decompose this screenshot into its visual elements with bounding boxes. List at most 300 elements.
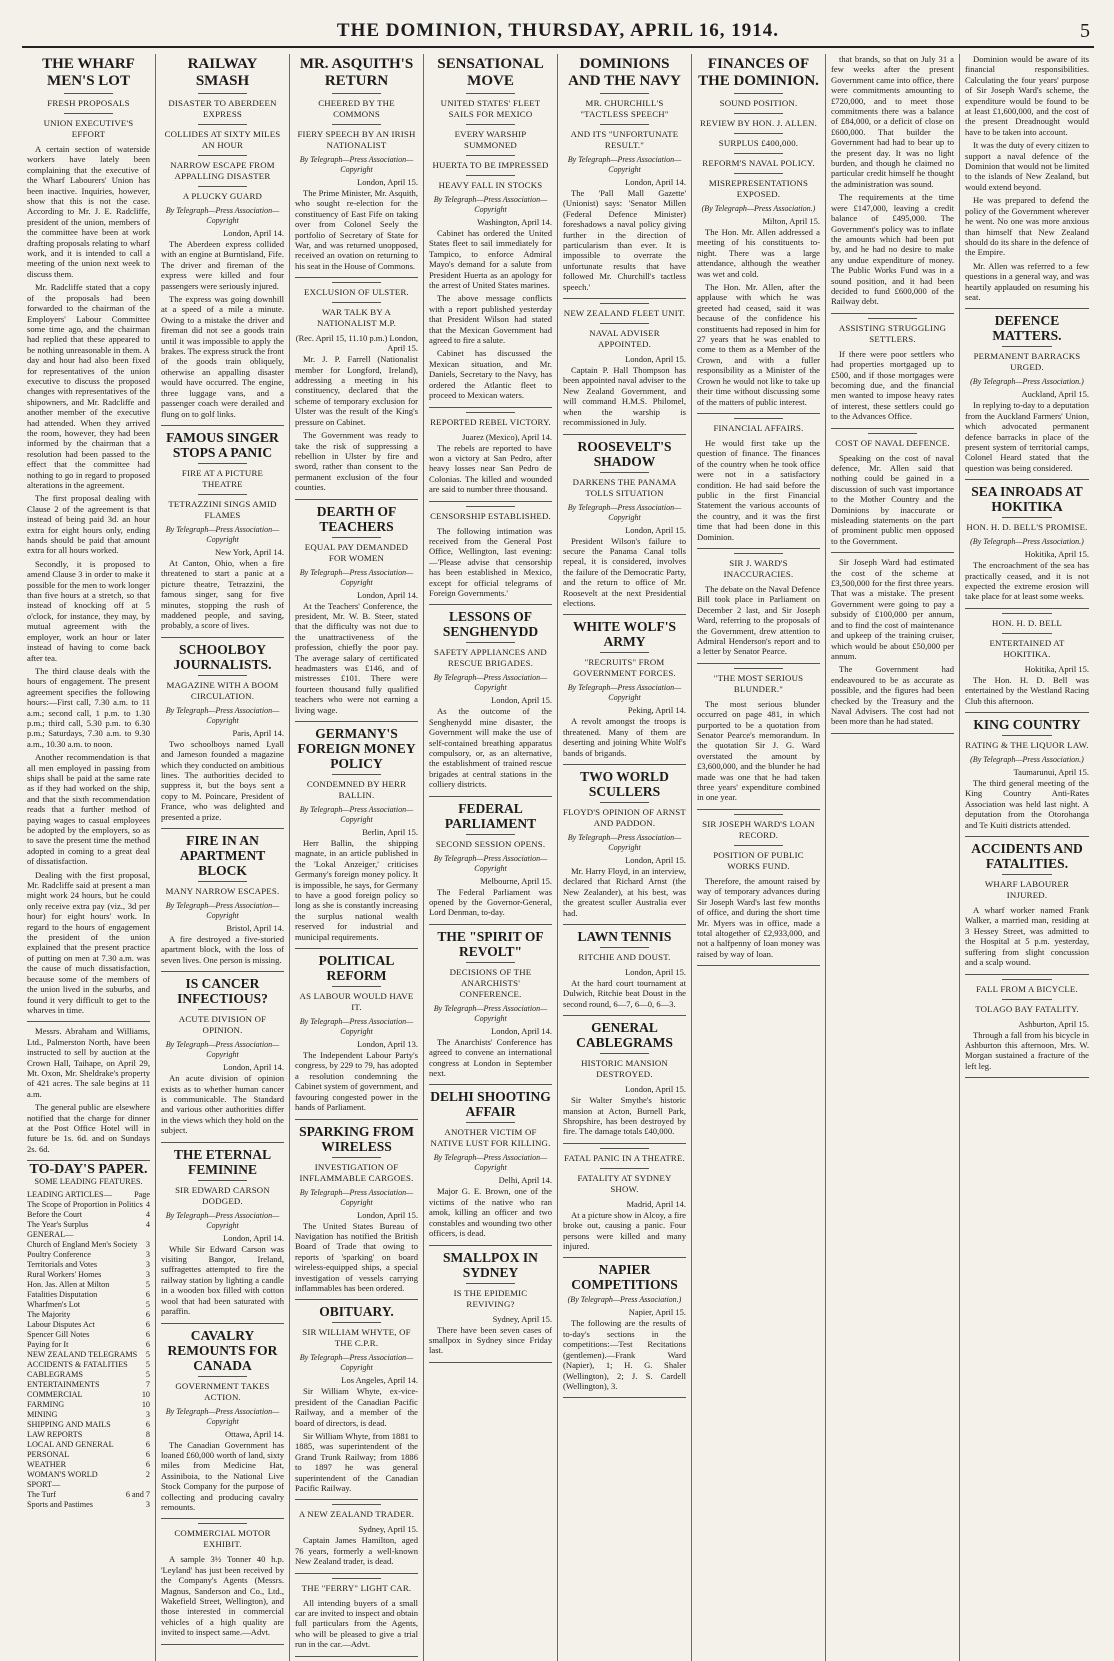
rule-divider xyxy=(466,642,515,643)
subheadline: TETRAZZINI SINGS AMID FLAMES xyxy=(168,498,277,520)
paragraph: The Hon. Mr. Allen addressed a meeting of his constituents to-night. There was a large attendance, although the weather was wet and cold. xyxy=(697,227,820,279)
column-2 xyxy=(156,54,290,1661)
column-1 xyxy=(22,54,156,1661)
subheadline: SAFETY APPLIANCES AND RESCUE BRIGADES. xyxy=(434,647,547,669)
rule-divider xyxy=(734,668,783,669)
contents-row xyxy=(27,1470,150,1480)
headline: IS CANCER INFECTIOUS? xyxy=(177,976,268,1007)
contents-item: FARMING xyxy=(27,1400,65,1410)
dateline: Los Angeles, April 14. xyxy=(341,1375,418,1386)
article-separator xyxy=(831,733,954,734)
rule-divider xyxy=(734,153,783,154)
contents-page: Page xyxy=(134,1190,150,1200)
rule-divider xyxy=(198,155,247,156)
paragraph: Through a fall from his bicycle in Ashburton this afternoon, Mrs. W. Morgan sustained a fracture of the left leg. xyxy=(965,1029,1089,1071)
headline: SPARKING FROM WIRELESS xyxy=(299,1123,414,1154)
contents-page: 7 xyxy=(145,1380,150,1390)
article xyxy=(27,1026,150,1154)
paragraph: The Anarchists' Conference has agreed to convene an international congress at London in September next. xyxy=(429,1036,552,1079)
subheadline: ANOTHER VICTIM OF NATIVE LUST FOR KILLING. xyxy=(430,1127,551,1149)
subheadline: ASSISTING STRUGGLING SETTLERS. xyxy=(838,322,947,344)
headline: FIRE IN AN APARTMENT BLOCK xyxy=(179,833,266,878)
subheadline: EXCLUSION OF ULSTER. xyxy=(304,287,409,298)
article xyxy=(161,430,284,631)
article xyxy=(965,484,1089,602)
contents-page: 5 xyxy=(145,1300,150,1310)
article-separator xyxy=(429,407,552,408)
subheadline: MR. CHURCHILL'S "TACTLESS SPEECH" xyxy=(580,98,669,119)
rule-divider xyxy=(332,986,381,987)
wire-credit: (By Telegraph—Press Association.) xyxy=(970,377,1084,387)
contents-item: LEADING ARTICLES— xyxy=(27,1190,112,1200)
rule-divider xyxy=(600,1168,649,1169)
wire-credit: By Telegraph—Press Association—Copyright xyxy=(433,853,548,873)
dateline: London, April 14. xyxy=(223,228,284,238)
contents-row xyxy=(27,1440,150,1450)
rule-divider xyxy=(198,463,247,464)
paragraph: Mr. Radcliffe stated that a copy of the proposals had been forwarded to the chairman of the Employers' Labour Committee some time ago, and the chairman had replied that these appeared to be nothing unreasonable in them. A day and hour had also been fixed for representatives of the union executive to discuss the proposed changes with representatives of the shipowners, and Mr. Radcliffe and another member of the executive had attended. When they arrived the room, however, they had been informed by the chairman that a resolution had been passed to the effect that the committee had nothing to go in regard to proposed alterations in the agreement. xyxy=(27,282,150,490)
article xyxy=(429,1089,552,1238)
article xyxy=(563,56,686,292)
subheadline: FINANCIAL AFFAIRS. xyxy=(713,422,804,433)
article xyxy=(697,814,820,959)
subheadline: NAVAL ADVISER APPOINTED. xyxy=(589,328,660,350)
article-separator xyxy=(965,712,1089,713)
headline: SENSATIONAL MOVE xyxy=(437,56,544,89)
article-separator xyxy=(429,604,552,605)
rule-divider xyxy=(600,472,649,473)
subheadline: SECOND SESSION OPENS. xyxy=(435,838,546,849)
article-separator xyxy=(295,1499,418,1500)
article-separator xyxy=(295,499,418,500)
subheadline: "RECRUITS" FROM GOVERNMENT FORCES. xyxy=(573,657,676,679)
column-6 xyxy=(692,54,826,1661)
article-separator xyxy=(697,663,820,664)
subheadline: FRESH PROPOSALS xyxy=(47,98,130,108)
wire-credit: By Telegraph—Press Association—Copyright xyxy=(433,673,548,693)
wire-credit: By Telegraph—Press Association—Copyright xyxy=(165,1210,280,1230)
contents-page: 4 xyxy=(145,1210,150,1220)
paragraph: He would first take up the question of finance. The finances of the country when he took office were not in a satisfactory condition. He had said before the public in the first Financial Statement the various accounts of the country, and it was the first time that had been done in this Dominion. xyxy=(697,437,820,542)
dateline: Auckland, April 15. xyxy=(1021,389,1089,400)
article-separator xyxy=(831,552,954,553)
paragraph: The Aberdeen express collided with an engine at Burntisland, Fife. The driver and fireman of the express were killed and four passengers were seriously injured. xyxy=(161,239,284,291)
headline: ACCIDENTS AND FATALITIES. xyxy=(971,841,1083,872)
article xyxy=(295,1124,418,1294)
contents-page: 4 xyxy=(145,1220,150,1230)
rule-divider xyxy=(466,962,515,963)
article-separator xyxy=(295,277,418,278)
dateline: Bristol, April 14. xyxy=(226,923,284,933)
rule-divider xyxy=(600,802,649,803)
wire-credit: (By Telegraph—Press Association.) xyxy=(567,1295,682,1305)
dateline: Melbourne, April 15. xyxy=(480,875,552,886)
contents-row xyxy=(27,1330,150,1340)
contents-item: Sports and Pastimes xyxy=(27,1500,93,1510)
article-separator xyxy=(295,1573,418,1574)
article-separator xyxy=(697,548,820,549)
paragraph: In replying to-day to a deputation from the Auckland Farmers' Union, which advocated permanent defence barracks in place of the present system of territorial camps, Colonel Heard stated that the question was being considered. xyxy=(965,400,1089,473)
paragraph: At Canton, Ohio, when a fire threatened to start a panic at a picture theatre, Tetrazzini, the famous singer, sang for five minutes, stopping the rush of maddened people, and saving, probably, a score of lives. xyxy=(161,557,284,631)
contents-page: 10 xyxy=(141,1400,150,1410)
paragraph: If there were poor settlers who had properties mortgaged up to £500, and if those mortgages were becoming due, and the financial men wanted to impose heavy rates of interest, these settlers could go to the Advances Office. xyxy=(831,348,954,422)
rule-divider xyxy=(198,1180,247,1181)
dateline: Sydney, April 15. xyxy=(492,1313,552,1324)
rule-divider xyxy=(332,774,381,775)
subheadline: CENSORSHIP ESTABLISHED. xyxy=(430,510,551,521)
article-separator xyxy=(965,974,1089,975)
paragraph: The most serious blunder occurred on page 481, in which purported to be a quotation from Senator Pearce's memorandum. In the quotation Sir J. G. Ward overstated the amount by £3,600,000, and the blunder he had made was one that he had taken three years' expenditure combined in one year. xyxy=(697,698,820,803)
contents-item: GENERAL— xyxy=(27,1230,74,1240)
contents-page: 8 xyxy=(145,1430,150,1440)
rule-divider xyxy=(198,494,247,495)
article xyxy=(161,1328,284,1513)
wire-credit: By Telegraph—Press Association—Copyright xyxy=(165,1040,280,1060)
subheadline: DECISIONS OF THE ANARCHISTS' CONFERENCE. xyxy=(449,966,532,999)
wire-credit: By Telegraph—Press Association—Copyright xyxy=(567,832,682,852)
paragraph: Messrs. Abraham and Williams, Ltd., Palmerston North, have been instructed to sell by auction at the Crown Hall, Taihape, on April 29, Mt. Oxon, Mr. Sheldrake's property of 421 acres. The sale begins at 11 a.m. xyxy=(27,1026,150,1099)
wire-credit: (By Telegraph—Press Association.) xyxy=(970,537,1084,547)
headline: OBITUARY. xyxy=(319,1304,394,1320)
rule-divider xyxy=(466,93,515,94)
contents-row xyxy=(27,1280,150,1290)
headline: ROOSEVELT'S SHADOW xyxy=(577,438,672,469)
paragraph: An acute division of opinion exists as to whether human cancer is communicable. The Standard and various other authorities differ in the views which they hold on the subject. xyxy=(161,1073,284,1136)
rule-divider xyxy=(332,1504,381,1505)
contents-item: LOCAL AND GENERAL xyxy=(27,1440,114,1450)
wire-credit: By Telegraph—Press Association—Copyright xyxy=(299,155,414,174)
rule-divider xyxy=(198,1376,247,1377)
contents-page: 5 xyxy=(145,1360,150,1370)
contents-page: 5 xyxy=(145,1280,150,1290)
subheadline: AND ITS "UNFORTUNATE RESULT." xyxy=(570,129,679,150)
article xyxy=(295,1504,418,1566)
paragraph: The general public are elsewhere notified that the charge for dinner at the Post Office Hotel will in future be 1s. 6d. and on Sundays 2s. 6d. xyxy=(27,1102,150,1154)
subheadline: REPORTED REBEL VICTORY. xyxy=(430,416,551,427)
paragraph: Speaking on the cost of naval defence, Mr. Allen said that nothing could be gained in a discussion of such vast importance to the Mother Country and the Dominions by inaccurate or misleading statements on the part of prominent public men opposed to the Government. xyxy=(831,452,954,546)
paragraph: At the hard court tournament at Dulwich, Ritchie beat Doust in the second round, 6—7, 6—0, 6—3. xyxy=(563,978,686,1009)
article xyxy=(161,1523,284,1637)
headline: LESSONS OF SENGHENYDD xyxy=(442,609,539,640)
paragraph: Secondly, it is proposed to amend Clause 3 in order to make it possible for the men to work longer than five hours at a stretch, so that instead of knocking off at 5 o'clock, for instance, they may, by mutual agreement with the employer, work an hour or later instead of having to come back after tea. xyxy=(27,558,150,663)
headline: DELHI SHOOTING AFFAIR xyxy=(430,1089,551,1120)
article xyxy=(697,418,820,542)
subheadline: ENTERTAINED AT HOKITIKA. xyxy=(989,637,1065,659)
contents-row xyxy=(27,1490,150,1500)
headline: SMALLPOX IN SYDNEY xyxy=(443,1249,538,1280)
subheadline: HON. H. D. BELL'S PROMISE. xyxy=(966,522,1088,533)
article-separator xyxy=(295,948,418,949)
article-separator xyxy=(295,721,418,722)
wire-credit: By Telegraph—Press Association—Copyright xyxy=(299,805,414,824)
paragraph: A wharf worker named Frank Walker, a married man, residing at 3 Hessey Street, was admitted to the Hospital at 5 p.m. yesterday, suffering from slight concussion and a scalp wound. xyxy=(965,905,1089,968)
rule-divider xyxy=(1002,633,1052,634)
paragraph: While Sir Edward Carson was visiting Bangor, Ireland, suffragettes attempted to fire the railway station by lighting a candle in a wooden box filled with cotton wool that had been saturated with paraffin. xyxy=(161,1243,284,1317)
columns-grid xyxy=(22,54,1094,1650)
article-separator xyxy=(831,428,954,429)
paragraph: The following intimation was received from the General Post Office, Wellington, last evening:—'Please advise that censorship has been established in Mexico, except for official telegrams of Foreign Governments.' xyxy=(429,525,552,598)
subheadline: PERMANENT BARRACKS URGED. xyxy=(973,351,1081,373)
contents-box xyxy=(27,1162,150,1510)
dateline: London, April 15. xyxy=(625,967,686,977)
rule-divider xyxy=(64,93,113,94)
article xyxy=(563,1020,686,1137)
contents-row xyxy=(27,1320,150,1330)
rule-divider xyxy=(466,124,515,125)
wire-credit: By Telegraph—Press Association—Copyright xyxy=(433,1153,548,1173)
contents-page: 3 xyxy=(145,1500,150,1510)
contents-row xyxy=(27,1230,150,1240)
contents-item: Fatalities Disputation xyxy=(27,1290,98,1300)
contents-item: The Year's Surplus xyxy=(27,1220,89,1230)
paragraph: Sir Joseph Ward had estimated the cost of the scheme at £3,500,000 for the first three years. That was a mistake. The present Government were going to pay a subsidy of £100,000 per annum, and to find the cost of maintenance and upkeep of the training cruiser, which would be about £50,000 per annum. xyxy=(831,557,954,661)
subheadline: ACUTE DIVISION OF OPINION. xyxy=(178,1014,267,1036)
article-separator xyxy=(697,809,820,810)
contents-subtitle: SOME LEADING FEATURES. xyxy=(34,1177,143,1187)
article xyxy=(161,642,284,822)
headline: MR. ASQUITH'S RETURN xyxy=(299,56,414,89)
column-7 xyxy=(826,54,960,1661)
rule-divider xyxy=(466,412,515,413)
subheadline: THE "FERRY" LIGHT CAR. xyxy=(301,1582,412,1593)
article xyxy=(563,1148,686,1252)
article-separator xyxy=(965,479,1089,480)
paragraph: The debate on the Naval Defence Bill took place in Parliament on December 2 last, and Sir Joseph Ward, referring to the proposals of the Government, drew attention to Admiral Henderson's report and to a letter by Senator Pearce. xyxy=(697,583,820,657)
dateline: London, April 14. xyxy=(223,1232,284,1243)
subheadline: SIR EDWARD CARSON DODGED. xyxy=(175,1184,270,1206)
article xyxy=(295,726,418,942)
headline: POLITICAL REFORM xyxy=(318,953,395,984)
rule-divider xyxy=(332,537,381,538)
rule-divider xyxy=(466,1122,515,1123)
subheadline: SURPLUS £400,000. xyxy=(718,138,799,148)
subheadline: HISTORIC MANSION DESTROYED. xyxy=(581,1058,668,1080)
paragraph: Mr. J. P. Farrell (Nationalist member for Longford, Ireland), addressing a meeting in his constituency, declared that the scheme of temporary exclusion for Ulster was the result of the King's pressure on Cabinet. xyxy=(295,354,418,427)
article-separator xyxy=(429,1084,552,1085)
rule-divider xyxy=(466,175,515,176)
wire-credit: By Telegraph—Press Association—Copyright xyxy=(299,567,414,587)
subheadline: COST OF NAVAL DEFENCE. xyxy=(835,437,950,448)
contents-item: Spencer Gill Notes xyxy=(27,1330,90,1340)
headline: THE ETERNAL FEMININE xyxy=(173,1146,272,1177)
headline: FINANCES OF THE DOMINION. xyxy=(698,56,819,89)
headline: FEDERAL PARLIAMENT xyxy=(444,800,537,831)
rule-divider xyxy=(600,1148,649,1149)
contents-row xyxy=(27,1290,150,1300)
article-separator xyxy=(27,1021,150,1022)
rule-divider xyxy=(734,93,783,94)
headline: GENERAL CABLEGRAMS xyxy=(576,1020,673,1051)
subheadline: DARKENS THE PANAMA TOLLS SITUATION xyxy=(572,476,677,498)
subheadline: WAR TALK BY A NATIONALIST M.P. xyxy=(316,307,397,329)
paragraph: He was prepared to defend the policy of the Government wherever he went. No one was more anxious than himself that New Zealand should do its share in the defence of the Empire. xyxy=(965,195,1089,258)
subheadline: FATALITY AT SYDNEY SHOW. xyxy=(577,1172,672,1194)
rule-divider xyxy=(600,124,649,125)
contents-item: Rural Workers' Homes xyxy=(27,1270,102,1280)
paragraph: The Federal Parliament was opened by the Governor-General, Lord Denman, to-day. xyxy=(429,886,552,918)
dateline: Napier, April 15. xyxy=(628,1307,686,1318)
contents-row xyxy=(27,1260,150,1270)
rule-divider xyxy=(734,814,783,815)
article-separator xyxy=(161,1518,284,1519)
rule-divider xyxy=(734,845,783,846)
contents-page: 3 xyxy=(145,1240,150,1250)
contents-page: 3 xyxy=(145,1250,150,1260)
page-number: 5 xyxy=(1080,20,1090,42)
wire-credit: By Telegraph—Press Association—Copyright xyxy=(165,524,280,544)
wire-credit: By Telegraph—Press Association—Copyright xyxy=(567,155,682,174)
rule-divider xyxy=(198,881,247,882)
dateline: Milton, April 15. xyxy=(762,216,820,226)
article-separator xyxy=(563,924,686,925)
rule-divider xyxy=(332,1322,381,1323)
paragraph: Cabinet has ordered the United States fleet to sail immediately for Tampico, to enforce Admiral Mayo's demand for a salute from President Huerta as an apology for the arrest of United States marines. xyxy=(429,228,552,291)
headline: THE "SPIRIT OF REVOLT" xyxy=(437,928,544,959)
subheadline: COMMERCIAL MOTOR EXHIBIT. xyxy=(174,1528,271,1550)
contents-item: Labour Disputes Act xyxy=(27,1320,95,1330)
paragraph: A revolt amongst the troops is threatened. Many of them are deserting and joining White Wolf's bands of brigands. xyxy=(563,716,686,758)
paragraph: Sir William Whyte, ex-vice-president of the Canadian Pacific Railway, and a member of the board of directors, is dead. xyxy=(295,1386,418,1428)
article xyxy=(965,717,1089,830)
article xyxy=(295,953,418,1112)
article xyxy=(965,841,1089,967)
subheadline: AS LABOUR WOULD HAVE IT. xyxy=(299,991,414,1013)
article-separator xyxy=(965,1077,1089,1078)
paragraph: Sir William Whyte, from 1881 to 1885, was superintendent of the Grand Trunk Railway; from 1886 to 1897 he was general superintendent of the Canadian Pacific Railway. xyxy=(295,1430,418,1493)
contents-item: Territorials and Votes xyxy=(27,1260,98,1270)
dateline: Washington, April 14. xyxy=(477,217,552,227)
dateline: Juarez (Mexico), April 14. xyxy=(462,431,552,442)
contents-row xyxy=(27,1340,150,1350)
article xyxy=(563,769,686,918)
contents-page: 3 xyxy=(145,1260,150,1270)
rule-divider xyxy=(332,302,381,303)
dateline: London, April 15. xyxy=(625,854,686,865)
contents-item: ENTERTAINMENTS xyxy=(27,1380,100,1390)
paragraph: The following are the results of to-day's sections in the competitions:—Test Recitations (gentlemen).—Frank Ward (Napier), 1; H. G. Shaler (Wellington), 2; J. S. Cardell (Wellington), 3. xyxy=(563,1318,686,1391)
paragraph: Cabinet has discussed the Mexican situation, and Mr. Daniels, Secretary to the Navy, has ordered the Atlantic fleet to proceed to Mexican waters. xyxy=(429,348,552,401)
contents-item: WOMAN'S WORLD xyxy=(27,1470,98,1480)
article xyxy=(295,56,418,271)
paragraph: Another recommendation is that all men employed in passing from ships shall be paid at the same rate as if they had worked on the ship, and that the sixth recommendation reads that a further method of paying wages to casual employees be adopted by the employers, so as to save the present time the method adopted in coming to a great deal of dissatisfaction. xyxy=(27,752,150,867)
paragraph: The first proposal dealing with Clause 2 of the agreement is that instead of being paid 3d. an hour extra for eight hours only, ending hands should be paid that amount extra for all hours worked. xyxy=(27,493,150,556)
paragraph: A fire destroyed a five-storied apartment block, with the loss of seven lives. One person is missing. xyxy=(161,934,284,965)
contents-row xyxy=(27,1410,150,1420)
article xyxy=(27,56,150,1015)
column-5 xyxy=(558,54,692,1661)
contents-page: 2 xyxy=(145,1470,150,1480)
contents-item: The Scope of Proportion in Politics xyxy=(27,1200,143,1210)
dateline: Madrid, April 14. xyxy=(626,1198,686,1209)
paragraph: At a picture show in Alcoy, a fire broke out, causing a panic. Four persons were killed and many injured. xyxy=(563,1209,686,1252)
contents-page: 6 xyxy=(145,1440,150,1450)
article-separator xyxy=(161,425,284,426)
article-separator xyxy=(563,1143,686,1144)
rule-divider xyxy=(600,323,649,324)
wire-credit: By Telegraph—Press Association—Copyright xyxy=(433,195,548,214)
dateline: London, April 15. xyxy=(357,1209,418,1220)
contents-page: 6 xyxy=(145,1310,150,1320)
contents-item: MINING xyxy=(27,1410,58,1420)
paragraph: Major G. E. Brown, one of the victims of the native who ran amok, killing an officer and two constables and wounding two other officers, is dead. xyxy=(429,1186,552,1239)
dateline: London, April 15. xyxy=(625,354,686,365)
dateline: Ashburton, April 15. xyxy=(1018,1018,1089,1029)
article xyxy=(429,801,552,918)
masthead-title: THE DOMINION, THURSDAY, APRIL 16, 1914. xyxy=(336,20,780,41)
dateline: (Rec. April 15, 11.10 p.m.) London, April 15. xyxy=(295,333,418,354)
article xyxy=(429,412,552,495)
rule-divider xyxy=(198,93,247,94)
article xyxy=(831,54,954,307)
paragraph: President Wilson's failure to secure the Panama Canal tolls repeal, it is considered, involves the failure of the Democratic Party, and the return to office of Mr. Roosevelt at the next Presidential elections. xyxy=(563,535,686,608)
contents-page: 4 xyxy=(145,1200,150,1210)
rule-divider xyxy=(600,1053,649,1054)
dateline: Paris, April 14. xyxy=(232,727,284,738)
contents-row xyxy=(27,1400,150,1410)
contents-item: Hon. Jas. Allen at Milton xyxy=(27,1280,110,1290)
dateline: Taumarunui, April 15. xyxy=(1013,767,1089,778)
article-separator xyxy=(429,1362,552,1363)
article xyxy=(295,1578,418,1650)
paragraph: Two schoolboys named Lyall and Jameson founded a magazine which they conducted on ambitious lines. The authorities decided to suppress it, but the boys sent a copy to M. Poincare, President of France, who was delighted and presented a prize. xyxy=(161,738,284,822)
rule-divider xyxy=(1002,735,1052,736)
paragraph: All intending buyers of a small car are invited to inspect and obtain full particulars from the Agents, who will be pleased to give a trial run in the car.—Advt. xyxy=(295,1597,418,1650)
subheadline: A PLUCKY GUARD xyxy=(182,191,263,201)
headline: SEA INROADS AT HOKITIKA xyxy=(971,484,1083,515)
rule-divider xyxy=(332,124,381,125)
wire-credit: By Telegraph—Press Association—Copyright xyxy=(165,1406,280,1426)
wire-credit: (By Telegraph—Press Association.) xyxy=(970,755,1084,765)
article-separator xyxy=(161,637,284,638)
article-separator xyxy=(563,434,686,435)
dateline: Delhi, April 14. xyxy=(498,1175,552,1186)
rule-divider xyxy=(332,1157,381,1158)
contents-item: Before the Court xyxy=(27,1210,83,1220)
contents-item: The Turf xyxy=(27,1490,56,1500)
headline: KING COUNTRY xyxy=(973,717,1081,733)
paragraph: Dealing with the first proposal, Mr. Radcliffe said at present a man might work 24 hours, but he could only receive extra pay (viz., 3d per hour) for eight hours' work. In regard to the hours of engagement the president of the union explained that the present practice of putting on men at 7.30 a.m. was the cause of much dissatisfaction, because some of the members of the union lived in the suburbs, and found it very difficult to get to the wharves in time. xyxy=(27,869,150,1015)
article-separator xyxy=(965,308,1089,309)
paragraph: The third clause deals with the hours of engagement. The present agreement specifies the following hours:—First call, 7.30 a.m. to 11 a.m.; second call, 1 p.m. to 1.30 p.m.; third call, 5.30 p.m. to 6.30 p.m.; Saturdays, 7.30 a.m. to 9.30 a.m., 10.30 a.m. to noon. xyxy=(27,665,150,749)
article xyxy=(563,303,686,427)
article-separator xyxy=(161,971,284,972)
subheadline: FIRE AT A PICTURE THEATRE xyxy=(181,467,264,489)
article xyxy=(161,833,284,965)
rule-divider xyxy=(868,433,917,434)
rule-divider xyxy=(466,506,515,507)
paragraph: Mr. Allen was referred to a few questions in a general way, and was heartily applauded on resuming his seat. xyxy=(965,260,1089,302)
contents-row xyxy=(27,1250,150,1260)
paragraph: There have been seven cases of smallpox in Sydney since Friday last. xyxy=(429,1324,552,1356)
contents-item: NEW ZEALAND TELEGRAMS xyxy=(27,1350,138,1360)
subheadline: HON. H. D. BELL xyxy=(992,617,1062,628)
subheadline: MAGAZINE WITH A BOOM CIRCULATION. xyxy=(166,679,279,701)
article xyxy=(831,433,954,547)
contents-row xyxy=(27,1350,150,1360)
subheadline: FATAL PANIC IN A THEATRE. xyxy=(564,1152,685,1163)
subheadline: SIR JOSEPH WARD'S LOAN RECORD. xyxy=(702,818,815,840)
subheadline: FALL FROM A BICYCLE. xyxy=(976,983,1078,994)
paragraph: The Hon. H. D. Bell was entertained by the Westland Racing Club this afternoon. xyxy=(965,674,1089,706)
article-separator xyxy=(697,413,820,414)
contents-row xyxy=(27,1430,150,1440)
wire-credit: By Telegraph—Press Association—Copyright xyxy=(165,901,280,920)
rule-divider xyxy=(1002,346,1052,347)
paragraph: A sample 3½ Tonner 40 h.p. 'Leyland' has just been received by the Company's Agents (Messrs. Magnus, Sanderson and Co., Ltd., Wakefield Street, Wellington), and those interested in commercial vehicles of a high quality are invited to inspect same.—Advt. xyxy=(161,1554,284,1638)
dateline: London, April 14. xyxy=(625,177,686,187)
headline: CAVALRY REMOUNTS FOR CANADA xyxy=(167,1327,278,1373)
rule-divider xyxy=(466,834,515,835)
